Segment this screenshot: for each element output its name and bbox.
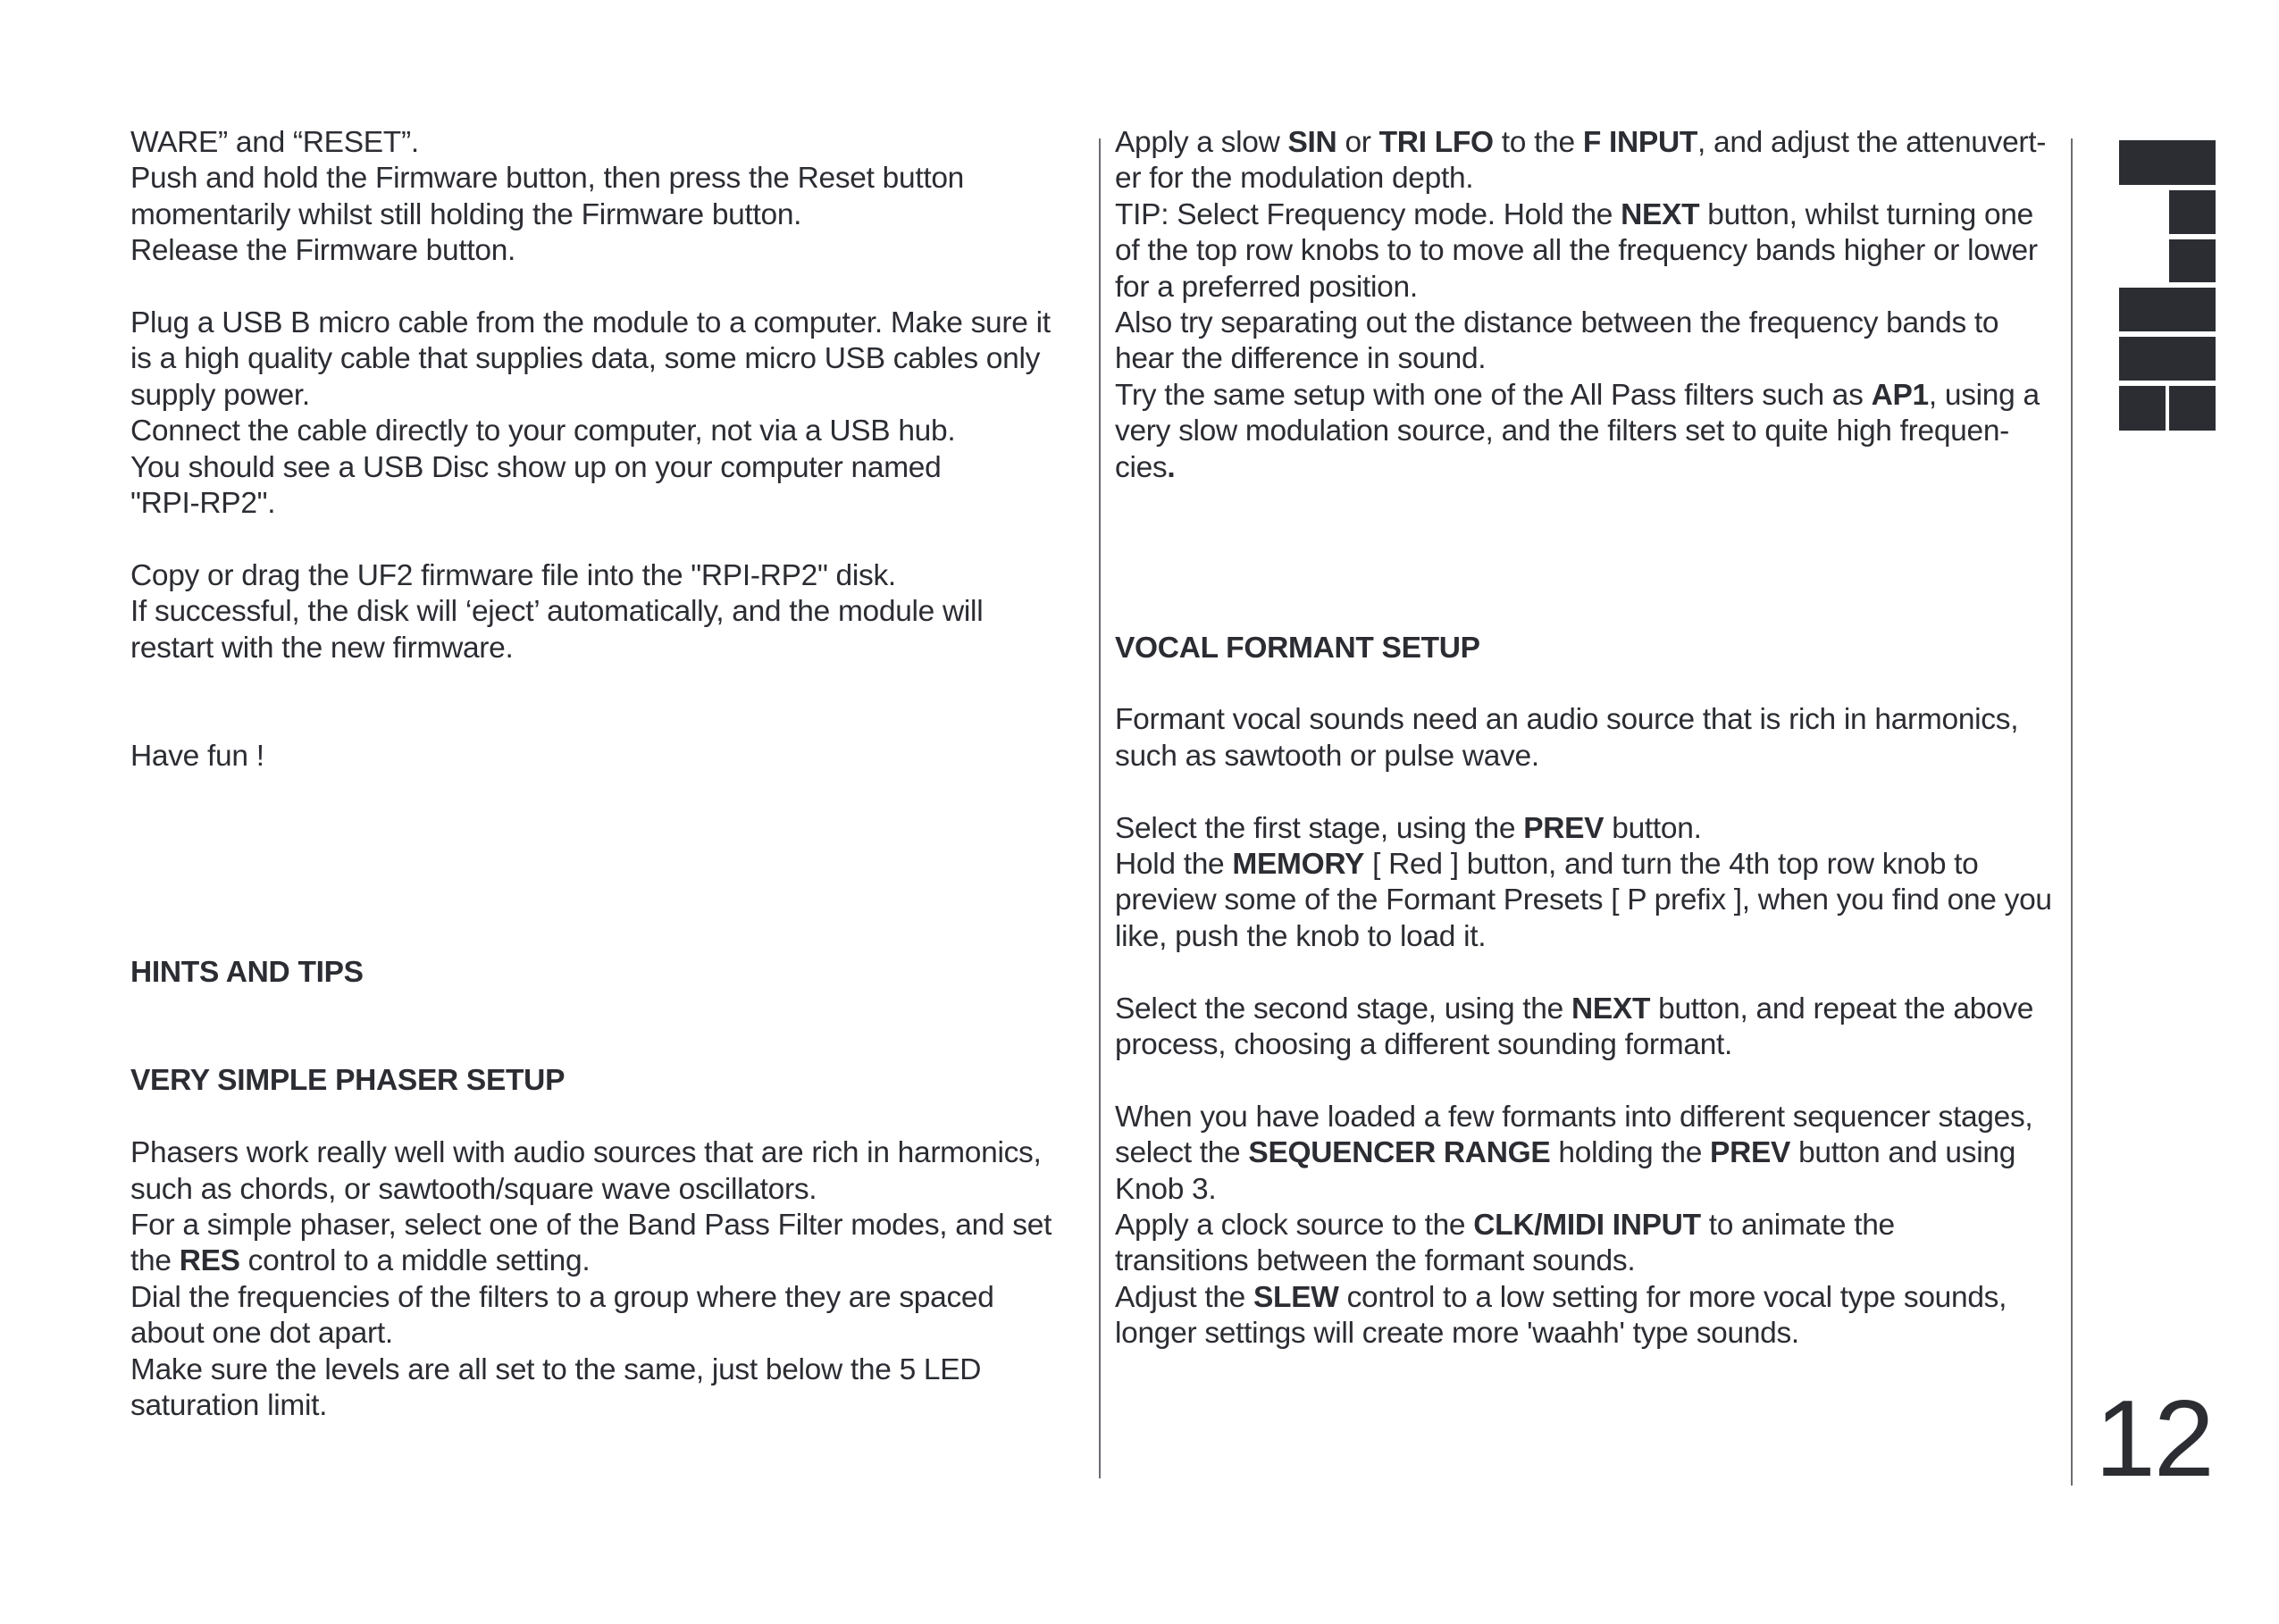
text-line: Release the Firmware button. <box>130 234 516 268</box>
text-line: preview some of the Formant Presets [ P prefix ], when you find one you <box>1115 883 2052 917</box>
text-line: "RPI-RP2". <box>130 487 276 521</box>
text-line <box>1115 378 2062 414</box>
control-name: TRI LFO <box>1378 126 1494 159</box>
text-run: the <box>130 1244 180 1278</box>
control-name: NEXT <box>1571 992 1651 1025</box>
text-line: Also try separating out the distance between the frequency bands to <box>1115 306 1999 340</box>
logo-block <box>2119 386 2166 431</box>
text-run: , and adjust the attenuvert- <box>1697 126 2047 159</box>
text-line <box>130 1243 1095 1279</box>
text-line <box>1115 1280 2062 1316</box>
text-line <box>1115 1208 2062 1243</box>
text-line: Phasers work really well with audio sources that are rich in harmonics, <box>130 1136 1042 1170</box>
text-run: cies <box>1115 450 1168 484</box>
left-column <box>130 125 1095 1424</box>
logo-block <box>2169 190 2216 234</box>
text-line: Connect the cable directly to your computer, not via a USB hub. <box>130 414 956 448</box>
text-line: supply power. <box>130 378 310 412</box>
text-run: or <box>1336 126 1379 159</box>
text-line <box>1115 992 2062 1027</box>
text-line <box>1115 847 2062 883</box>
text-line: If successful, the disk will ‘eject’ automatically, and the module will <box>130 595 984 629</box>
text-line: momentarily whilst still holding the Firmware button. <box>130 197 802 231</box>
text-run: control to a middle setting. <box>239 1244 591 1278</box>
logo-block <box>2169 239 2216 282</box>
control-name: F INPUT <box>1582 126 1697 159</box>
text-run: Hold the <box>1115 848 1233 882</box>
text-line: hear the difference in sound. <box>1115 342 1487 376</box>
text-run: holding the <box>1550 1136 1711 1170</box>
hints-heading: HINTS AND TIPS <box>130 956 364 990</box>
text-line: er for the modulation depth. <box>1115 162 1474 196</box>
control-name: AP1 <box>1871 378 1929 412</box>
text-run: Adjust the <box>1115 1280 1253 1314</box>
text-line: Knob 3. <box>1115 1172 1217 1206</box>
text-run: to animate the <box>1700 1209 1895 1243</box>
text-line: Push and hold the Firmware button, then press the Reset button <box>130 162 964 196</box>
text-run: button, and repeat the above <box>1650 992 2034 1025</box>
text-run: button and using <box>1790 1136 2016 1170</box>
text-line: very slow modulation source, and the filters set to quite high frequen- <box>1115 414 2010 448</box>
text-line: such as sawtooth or pulse wave. <box>1115 739 1539 773</box>
text-run: , using a <box>1928 378 2040 412</box>
logo-block <box>2119 140 2216 185</box>
text-line: about one dot apart. <box>130 1317 393 1351</box>
text-line: saturation limit. <box>130 1389 328 1423</box>
text-line: is a high quality cable that supplies data, some micro USB cables only <box>130 342 1041 376</box>
right-column <box>1115 125 2062 1352</box>
control-name: CLK/MIDI INPUT <box>1473 1209 1701 1243</box>
text-run: [ Red ] button, and turn the 4th top row knob to <box>1364 848 1979 882</box>
text-line: Plug a USB B micro cable from the module to a computer. Make sure it <box>130 306 1051 340</box>
text-line: Make sure the levels are all set to the same, just below the 5 LED <box>130 1352 982 1386</box>
logo-block <box>2119 337 2216 381</box>
control-name: SIN <box>1287 126 1337 159</box>
text-line: of the top row knobs to to move all the frequency bands higher or lower <box>1115 234 2038 268</box>
phaser-heading: VERY SIMPLE PHASER SETUP <box>130 1064 566 1098</box>
text-line: like, push the knob to load it. <box>1115 919 1487 953</box>
text-run: select the <box>1115 1136 1249 1170</box>
column-divider <box>1099 138 1101 1478</box>
text-line: process, choosing a different sounding formant. <box>1115 1028 1733 1062</box>
logo-block <box>2169 386 2216 431</box>
text-line: transitions between the formant sounds. <box>1115 1244 1636 1278</box>
text-run: TIP: Select Frequency mode. Hold the <box>1115 197 1621 231</box>
text-line <box>1115 811 2062 847</box>
control-name: SEQUENCER RANGE <box>1248 1136 1551 1170</box>
control-name: NEXT <box>1621 197 1700 231</box>
text-line: restart with the new firmware. <box>130 631 514 665</box>
text-line: When you have loaded a few formants into different sequencer stages, <box>1115 1100 2033 1134</box>
text-run: Select the first stage, using the <box>1115 811 1524 845</box>
text-run: Select the second stage, using the <box>1115 992 1571 1025</box>
text-run: Apply a slow <box>1115 126 1288 159</box>
text-line <box>1115 450 2062 486</box>
control-name: PREV <box>1710 1136 1791 1170</box>
text-run: control to a low setting for more vocal type sounds, <box>1338 1280 2007 1314</box>
text-line <box>1115 197 2062 233</box>
text-line: such as chords, or sawtooth/square wave oscillators. <box>130 1172 817 1206</box>
have-fun-text: Have fun ! <box>130 739 264 773</box>
text-line: For a simple phaser, select one of the Band Pass Filter modes, and set <box>130 1209 1052 1242</box>
control-name: PREV <box>1523 811 1605 845</box>
text-line: WARE” and “RESET”. <box>130 126 419 159</box>
text-line: You should see a USB Disc show up on your computer named <box>130 450 942 484</box>
text-run: Try the same setup with one of the All Pass filters such as <box>1115 378 1872 412</box>
control-name: MEMORY <box>1232 848 1365 882</box>
text-line: longer settings will create more 'waahh' type sounds. <box>1115 1317 1799 1351</box>
text-run: . <box>1167 450 1176 484</box>
control-name: RES <box>179 1244 240 1278</box>
text-line: Dial the frequencies of the filters to a group where they are spaced <box>130 1280 994 1314</box>
text-run: to the <box>1493 126 1583 159</box>
text-line: Formant vocal sounds need an audio source that is rich in harmonics, <box>1115 703 2019 737</box>
text-line <box>1115 1135 2062 1171</box>
text-run: button, whilst turning one <box>1699 197 2033 231</box>
page-number: 12 <box>2095 1377 2213 1499</box>
text-line: Copy or drag the UF2 firmware file into the "RPI-RP2" disk. <box>130 558 896 592</box>
text-run: button. <box>1604 811 1702 845</box>
text-line <box>1115 125 2062 161</box>
logo-block <box>2119 288 2216 331</box>
margin-divider <box>2071 138 2073 1486</box>
text-run: Apply a clock source to the <box>1115 1209 1474 1243</box>
brand-logo-icon <box>2119 138 2217 435</box>
control-name: SLEW <box>1253 1280 1339 1314</box>
vocal-heading: VOCAL FORMANT SETUP <box>1115 631 1480 665</box>
text-line: for a preferred position. <box>1115 270 1418 304</box>
